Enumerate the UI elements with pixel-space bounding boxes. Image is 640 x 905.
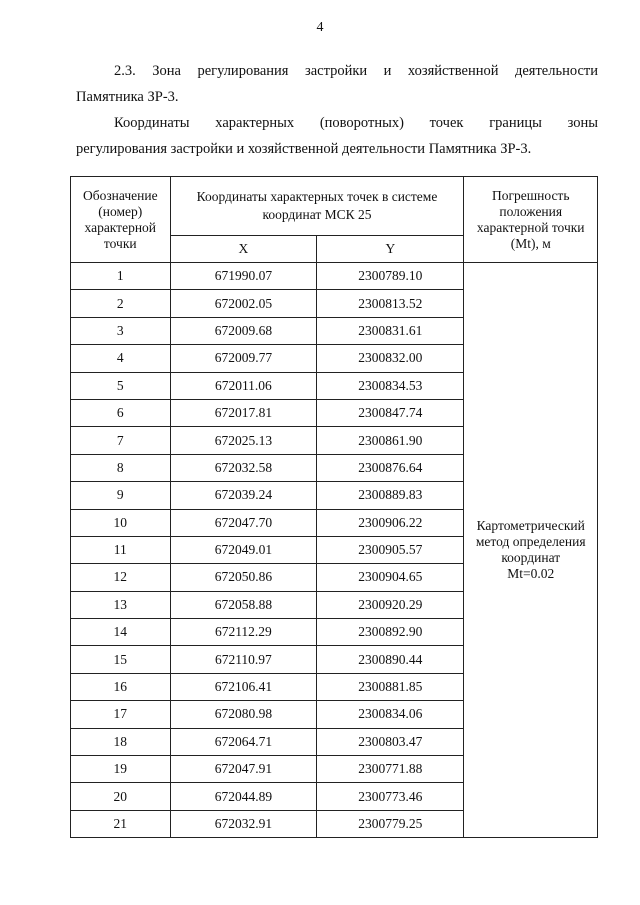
x-coordinate-cell: 672058.88 [170, 591, 317, 618]
x-coordinate-cell: 671990.07 [170, 263, 317, 290]
point-number-cell: 16 [71, 673, 171, 700]
point-number-cell: 18 [71, 728, 171, 755]
y-coordinate-cell: 2300890.44 [317, 646, 464, 673]
x-coordinate-cell: 672047.70 [170, 509, 317, 536]
y-coordinate-cell: 2300847.74 [317, 399, 464, 426]
point-number-cell: 17 [71, 701, 171, 728]
point-number-cell: 14 [71, 619, 171, 646]
point-number-cell: 20 [71, 783, 171, 810]
table-row [71, 263, 598, 290]
y-coordinate-cell: 2300834.06 [317, 701, 464, 728]
y-coordinate-cell: 2300892.90 [317, 619, 464, 646]
x-coordinate-cell: 672049.01 [170, 536, 317, 563]
header-point-number: Обозначение (номер) характерной точки [71, 177, 171, 263]
section-heading-line2: Памятника ЗР-3. [76, 89, 179, 105]
y-coordinate-cell: 2300771.88 [317, 756, 464, 783]
header-y: Y [317, 236, 464, 263]
point-number-cell: 9 [71, 482, 171, 509]
x-coordinate-cell: 672002.05 [170, 290, 317, 317]
x-coordinate-cell: 672032.91 [170, 810, 317, 837]
y-coordinate-cell: 2300881.85 [317, 673, 464, 700]
point-number-cell: 19 [71, 756, 171, 783]
point-number-cell: 11 [71, 536, 171, 563]
x-coordinate-cell: 672044.89 [170, 783, 317, 810]
y-coordinate-cell: 2300834.53 [317, 372, 464, 399]
header-x: X [170, 236, 317, 263]
description-line1: Координаты характерных (поворотных) точек границы зоны [114, 115, 598, 131]
y-coordinate-cell: 2300789.10 [317, 263, 464, 290]
x-coordinate-cell: 672017.81 [170, 399, 317, 426]
y-coordinate-cell: 2300861.90 [317, 427, 464, 454]
y-coordinate-cell: 2300905.57 [317, 536, 464, 563]
point-number-cell: 12 [71, 564, 171, 591]
y-coordinate-cell: 2300813.52 [317, 290, 464, 317]
point-number-cell: 3 [71, 317, 171, 344]
x-coordinate-cell: 672064.71 [170, 728, 317, 755]
method-cell: Картометрический метод определения координат Mt=0.02 [464, 263, 598, 838]
coordinates-table [70, 176, 598, 838]
point-number-cell: 4 [71, 345, 171, 372]
y-coordinate-cell: 2300889.83 [317, 482, 464, 509]
point-number-cell: 13 [71, 591, 171, 618]
point-number-cell: 10 [71, 509, 171, 536]
y-coordinate-cell: 2300904.65 [317, 564, 464, 591]
point-number-cell: 6 [71, 399, 171, 426]
y-coordinate-cell: 2300831.61 [317, 317, 464, 344]
x-coordinate-cell: 672112.29 [170, 619, 317, 646]
x-coordinate-cell: 672110.97 [170, 646, 317, 673]
x-coordinate-cell: 672039.24 [170, 482, 317, 509]
y-coordinate-cell: 2300906.22 [317, 509, 464, 536]
y-coordinate-cell: 2300773.46 [317, 783, 464, 810]
x-coordinate-cell: 672009.77 [170, 345, 317, 372]
point-number-cell: 2 [71, 290, 171, 317]
point-number-cell: 8 [71, 454, 171, 481]
y-coordinate-cell: 2300779.25 [317, 810, 464, 837]
header-accuracy: Погрешность положения характерной точки (Mt), м [464, 177, 598, 263]
x-coordinate-cell: 672032.58 [170, 454, 317, 481]
x-coordinate-cell: 672025.13 [170, 427, 317, 454]
header-coordinates: Координаты характерных точек в системе координат МСК 25 [170, 177, 464, 236]
description-line2: регулирования застройки и хозяйственной деятельности Памятника ЗР-3. [76, 141, 532, 157]
section-heading-line1: 2.3. Зона регулирования застройки и хозяйственной деятельности [114, 63, 598, 79]
point-number-cell: 1 [71, 263, 171, 290]
page-number: 4 [316, 20, 324, 35]
x-coordinate-cell: 672106.41 [170, 673, 317, 700]
point-number-cell: 15 [71, 646, 171, 673]
point-number-cell: 5 [71, 372, 171, 399]
x-coordinate-cell: 672047.91 [170, 756, 317, 783]
x-coordinate-cell: 672050.86 [170, 564, 317, 591]
y-coordinate-cell: 2300832.00 [317, 345, 464, 372]
x-coordinate-cell: 672009.68 [170, 317, 317, 344]
x-coordinate-cell: 672080.98 [170, 701, 317, 728]
point-number-cell: 7 [71, 427, 171, 454]
x-coordinate-cell: 672011.06 [170, 372, 317, 399]
y-coordinate-cell: 2300803.47 [317, 728, 464, 755]
y-coordinate-cell: 2300876.64 [317, 454, 464, 481]
y-coordinate-cell: 2300920.29 [317, 591, 464, 618]
point-number-cell: 21 [71, 810, 171, 837]
